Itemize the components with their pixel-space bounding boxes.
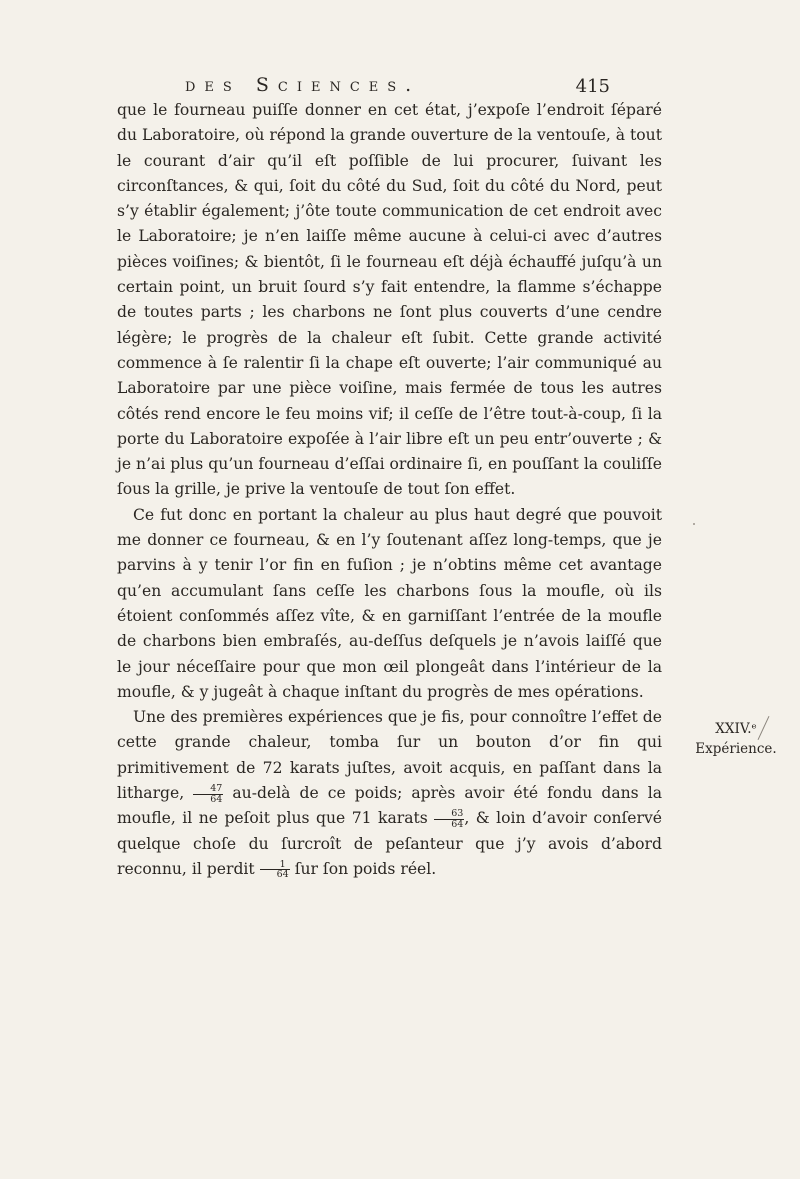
- fraction: [193, 784, 223, 804]
- page-number: 415: [575, 76, 610, 97]
- margin-note: [677, 719, 795, 759]
- body-text: [117, 98, 662, 882]
- text-run: que le fourneau puiſſe donner en cet état, j’expoſe l’endroit ſéparé du Laboratoire, où répond la grande ouverture de la ventouſe, à tout le courant d’air qu’il eſt poſſible de lui procurer, ſuivant les circonſtances, & qui, ſoit du côté du Sud, ſoit du côté du Nord, peut s’y établir également; j’ôte toute communication de cet endroit avec le Laboratoire; je n’en laiſſe même aucune à celui-ci avec d’autres pièces voiſines; & bientôt, ſi le fourneau eſt déjà échauffé juſqu’à un certain point, un bruit ſourd s’y fait entendre, la flamme s’échappe de toutes parts ; les charbons ne ſont plus couverts d’une cendre légère; le progrès de la chaleur eſt ſubit. Cette grande activité commence à ſe ralentir ſi la chape eſt ouverte; l’air communiqué au Laboratoire par une pièce voiſine, mais fermée de tous les autres côtés rend encore le feu moins vif; il ceſſe de l’être tout-à-coup, ſi la porte du Laboratoire expoſée à l’air libre eſt un peu entr’ouverte ; & je n’ai plus qu’un fourneau d’eſſai ordinaire ſi, en pouſſant la couliſſe ſous la grille, je prive la ventouſe de tout ſon effet.: [117, 101, 662, 499]
- text-run: Ce fut donc en portant la chaleur au plus haut degré que pouvoit me donner ce fourneau, & en l’y ſoutenant aſſez long-temps, que je parvins à y tenir l’or fin en fuſion ; je n’obtins même cet avantage qu’en accumulant ſans ceſſe les charbons ſous la moufle, où ils étoient conſommés aſſez vîte, & en garniſſant l’entrée de la moufle de charbons bien embraſés, au-deſſus deſquels je n’avois laiſſé que le jour néceſſaire pour que mon œil plongeât dans l’intérieur de la moufle, & y jugeât à chaque inſtant du progrès de mes opérations.: [117, 505, 662, 701]
- paper-speck: [693, 523, 695, 525]
- fraction-denominator: 64: [276, 869, 289, 881]
- margin-note-number: XXIV.ᵉ: [715, 721, 757, 737]
- fraction: [434, 809, 464, 829]
- fraction-numerator: 63: [434, 809, 464, 820]
- paragraph: [117, 98, 662, 503]
- text-run: , & loin d’avoir conſervé quelque choſe du ſurcroît de peſanteur que j’y avois d’abord reconnu, il perdit: [117, 809, 662, 878]
- paragraph: [117, 503, 662, 705]
- fraction-numerator: 47: [193, 784, 223, 795]
- fraction-denominator: 64: [451, 818, 464, 830]
- fraction: [260, 860, 290, 880]
- margin-note-label: Expérience.: [695, 741, 777, 757]
- fraction-denominator: 64: [210, 793, 223, 805]
- running-title: des Sciences.: [185, 74, 421, 96]
- fraction-numerator: 1: [260, 860, 290, 871]
- text-run: Une des premières expériences que je fis, pour connoître l’effet de cette grande chaleur, tomba ſur un bouton d’or fin qui primitivement de 72 karats juſtes, avoit acquis, en paſſant dans la litharge,: [117, 708, 662, 803]
- text-run: ſur ſon poids réel.: [289, 859, 437, 878]
- text-run: au-delà de ce poids; après avoir été fondu dans la moufle, il ne peſoit plus que 71 karats: [117, 784, 662, 828]
- paragraph: [117, 705, 662, 882]
